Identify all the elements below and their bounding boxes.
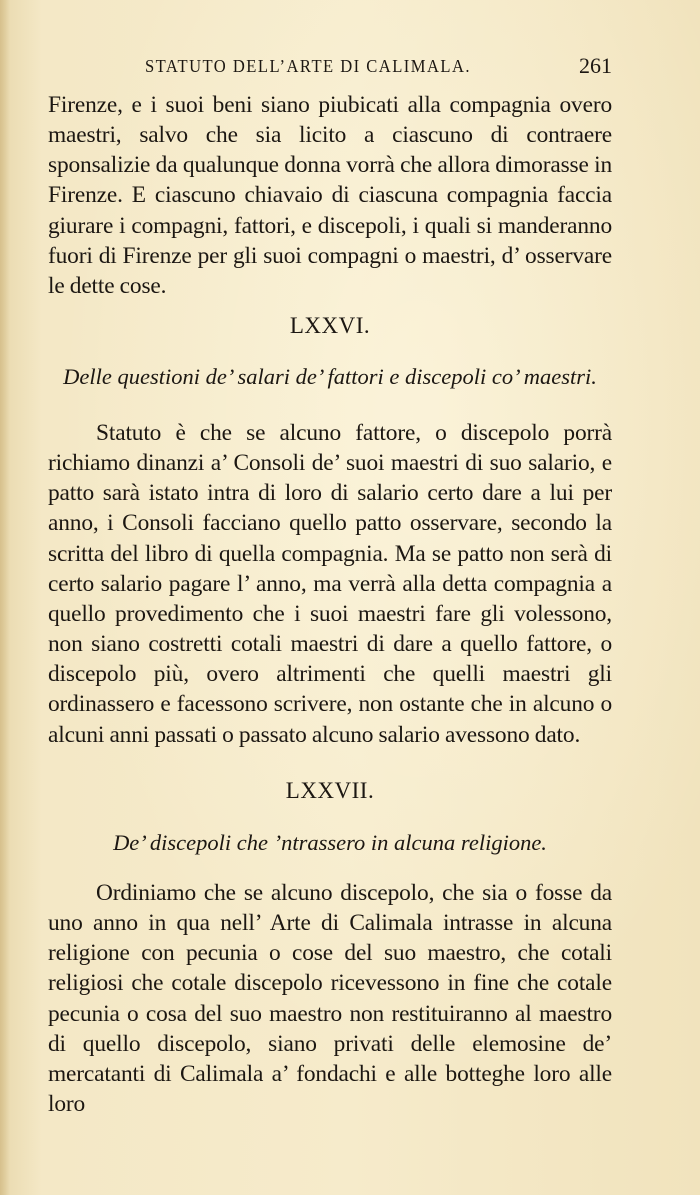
running-head [48, 53, 612, 80]
section-subtitle-lxxvii: De’ discepoli che ’ntrassero in alcuna religione. [113, 830, 547, 855]
paragraph-ordiniamo: Ordiniamo che se alcuno discepolo, che sia o fosse da uno anno in qua nell’ Arte di Calimala intrasse in alcuna religione con pecunia o cose del suo maestro, che cotali religiosi che cotale discepolo ricevessono in fine che cotale pecunia o cosa del suo maestro non restituiranno al maestro di quello discepolo, siano privati delle elemosine de’ mercatanti di Calimala a’ fondachi e alle botteghe loro alle loro [48, 880, 612, 1118]
running-title: STATUTO DELL’ARTE DI CALIMALA. [144, 56, 472, 76]
section-heading-lxxvi: LXXVI. [289, 313, 371, 338]
paragraph-continuation: Firenze, e i suoi beni siano piubicati alla compagnia overo maestri, salvo che sia licito a ciascuno di contraere sponsalizie da qualunque donna vorrà che allora dimorasse in Firenze. E ciascuno chiavaio di ciascuna compagnia faccia giurare i compagni, fattori, e discepoli, i quali si manderanno fuori di Firenze per gli suoi compagni o maestri, d’ osservare le dette cose. [48, 92, 612, 299]
page-number: 261 [579, 53, 612, 78]
section-heading-lxxvii: LXXVII. [285, 778, 375, 803]
paragraph-statuto: Statuto è che se alcuno fattore, o discepolo porrà richiamo dinanzi a’ Consoli de’ suoi maestri di suo salario, e patto sarà istato intra di loro di salario certo dare a lui per anno, i Consoli facciano quello patto osservare, secondo la scritta del libro di quella compagnia. Ma se patto non serà di certo salario pagare l’ anno, ma verrà alla detta compagnia a quello provedimento che i suoi maestri fare gli volessono, non siano costretti cotali maestri di dare a quello fattore, o discepolo più, overo altrimenti che quelli maestri gli ordinassero e facessono scrivere, non ostante che in alcuno o alcuni anni passati o passato alcuno salario avessono dato. [48, 420, 612, 748]
section-subtitle-lxxvi: Delle questioni de’ salari de’ fattori e discepoli co’ maestri. [63, 364, 597, 389]
